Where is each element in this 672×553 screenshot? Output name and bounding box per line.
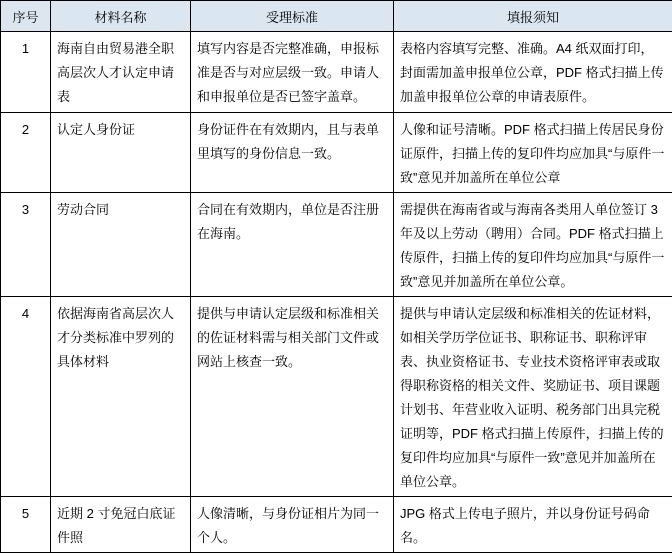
table-row <box>1 32 672 113</box>
material-name-cell: 认定人身份证 <box>51 113 191 193</box>
header-filing-notes: 填报须知 <box>394 1 672 32</box>
table-row <box>1 193 672 297</box>
serial-number-cell: 5 <box>1 497 51 553</box>
table-row <box>1 297 672 497</box>
header-serial-number: 序号 <box>1 1 51 32</box>
acceptance-criteria-cell: 身份证件在有效期内，且与表单里填写的身份信息一致。 <box>191 113 394 193</box>
material-name-cell: 海南自由贸易港全职高层次人才认定申请表 <box>51 32 191 113</box>
material-name-cell: 劳动合同 <box>51 193 191 297</box>
header-row <box>1 1 672 32</box>
serial-number-cell: 4 <box>1 297 51 497</box>
filing-notes-cell: 提供与申请认定层级和标准相关的佐证材料，如相关学历学位证书、职称证书、职称评审表、执业资格证书、专业技术资格评审表或取得职称资格的相关文件、奖励证书、项目课题计划书、年营业收入证明、税务部门出具完税证明等，PDF 格式扫描上传原件，扫描上传的复印件均应加具“与原件一致”意见并加盖所在单位公章。 <box>394 297 672 497</box>
filing-notes-cell: 人像和证号清晰。PDF 格式扫描上传居民身份证原件，扫描上传的复印件均应加具“与原件一致”意见并加盖所在单位公章 <box>394 113 672 193</box>
material-name-cell: 依据海南省高层次人才分类标准中罗列的具体材料 <box>51 297 191 497</box>
serial-number-cell: 3 <box>1 193 51 297</box>
header-acceptance-criteria: 受理标准 <box>191 1 394 32</box>
acceptance-criteria-cell: 合同在有效期内，单位是否注册在海南。 <box>191 193 394 297</box>
acceptance-criteria-cell: 提供与申请认定层级和标准相关的佐证材料需与相关部门文件或网站上核查一致。 <box>191 297 394 497</box>
filing-notes-cell: 表格内容填写完整、准确。A4 纸双面打印，封面需加盖申报单位公章，PDF 格式扫描上传加盖申报单位公章的申请表原件。 <box>394 32 672 113</box>
filing-notes-cell: 需提供在海南省或与海南各类用人单位签订 3 年及以上劳动（聘用）合同。PDF 格式扫描上传原件，扫描上传的复印件均应加具“与原件一致”意见并加盖所在单位公章。 <box>394 193 672 297</box>
material-name-cell: 近期 2 寸免冠白底证件照 <box>51 497 191 553</box>
serial-number-cell: 1 <box>1 32 51 113</box>
serial-number-cell: 2 <box>1 113 51 193</box>
filing-notes-cell: JPG 格式上传电子照片，并以身份证号码命名。 <box>394 497 672 553</box>
acceptance-criteria-cell: 人像清晰，与身份证相片为同一个人。 <box>191 497 394 553</box>
header-material-name: 材料名称 <box>51 1 191 32</box>
table-row <box>1 113 672 193</box>
acceptance-criteria-cell: 填写内容是否完整准确，申报标准是否与对应层级一致。申请人和申报单位是否已签字盖章。 <box>191 32 394 113</box>
table-row <box>1 497 672 553</box>
